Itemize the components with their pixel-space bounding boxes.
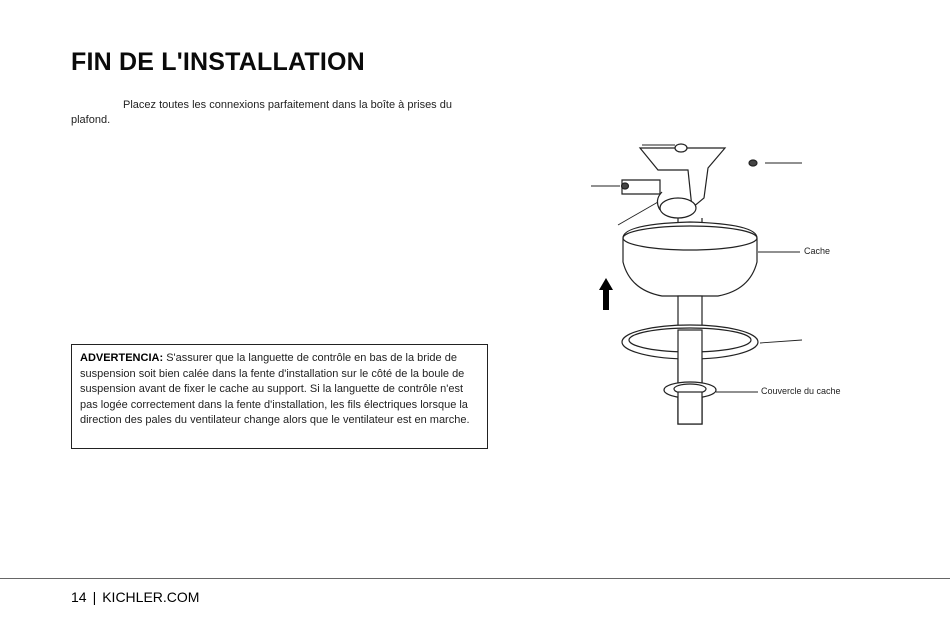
bracket-screw-top	[675, 144, 687, 152]
canopy-installation-diagram	[580, 130, 870, 430]
leader-hanger	[618, 202, 658, 225]
side-screw-left	[622, 183, 629, 189]
footer-divider	[0, 578, 950, 579]
canopy-body	[623, 222, 757, 296]
page-number: 14	[71, 589, 87, 605]
page-footer	[71, 589, 199, 605]
side-screw-right	[749, 160, 757, 166]
label-canopy-cover: Couvercle du cache	[761, 386, 841, 396]
page-title: FIN DE L'INSTALLATION	[71, 48, 365, 76]
warning-label: ADVERTENCIA:	[80, 352, 164, 364]
hanger-ball	[660, 198, 696, 218]
label-canopy: Cache	[804, 246, 831, 256]
diagram-illustration	[580, 130, 870, 430]
warning-box	[71, 344, 488, 449]
footer-site: KICHLER.COM	[102, 589, 200, 605]
leader-ring	[760, 340, 802, 343]
warning-text: S'assurer que la languette de contrôle en bas de la bride de suspension soit bien calée dans la fente d'installation sur le côté de la boule de suspension avant de fixer le cache au support. Si la languette de contrôle n'est pas logée correctement dans la fente d'installation, les fils électriques lorsque la direction des pales du ventilateur change alors que le ventilateur est en marche.	[80, 352, 470, 426]
up-arrow-icon	[599, 278, 613, 310]
intro-text: Placez toutes les connexions parfaitement dans la boîte à prises du plafond.	[71, 99, 452, 126]
intro-paragraph	[71, 98, 471, 128]
footer-separator: |	[92, 589, 97, 605]
